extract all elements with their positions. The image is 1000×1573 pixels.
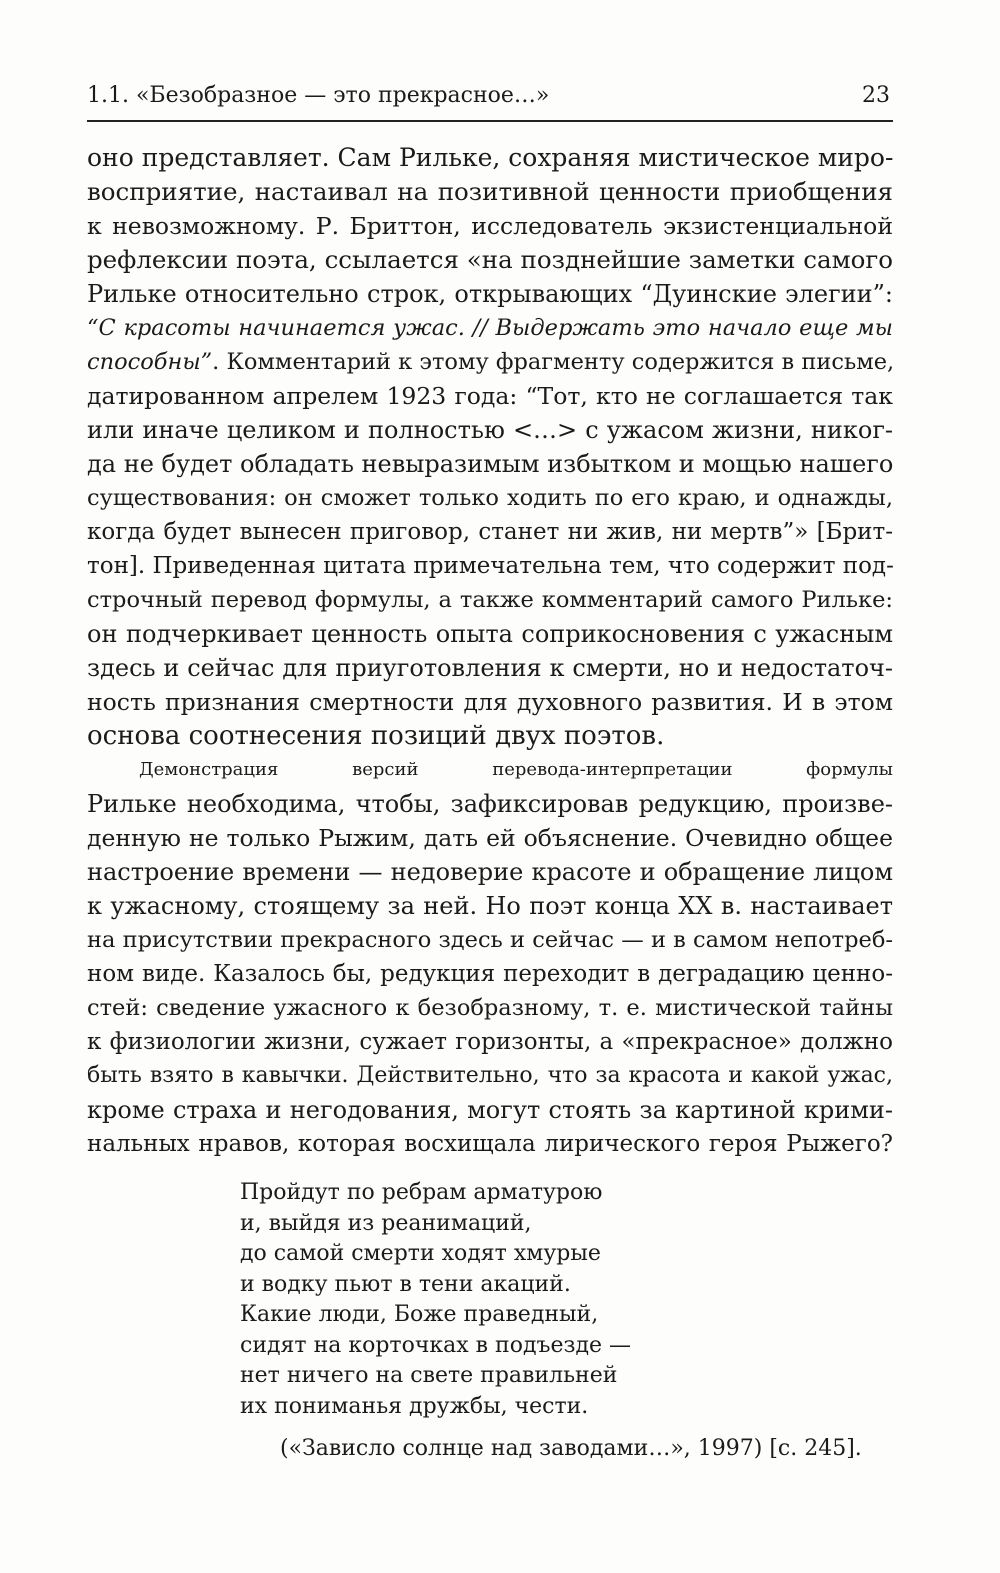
text-line: кроме страха и негодования, могут стоять за картиной крими- [87, 1096, 893, 1124]
text-line [87, 345, 893, 379]
text-line: когда будет вынесен приговор, станет ни жив, ни мертв”» [Брит- [87, 519, 893, 545]
text-line: оно представляет. Сам Рильке, сохраняя мистическое миро- [87, 143, 894, 172]
page-number: 23 [862, 83, 890, 108]
text-line: строчный перевод формулы, а также комментарий самого Рильке: [87, 587, 893, 613]
text-line: здесь и сейчас для приуготовления к смерти, но и недостаточ- [87, 654, 893, 682]
text-line: или иначе целиком и полностью <…> с ужасом жизни, никог- [87, 416, 893, 444]
text-line: ном виде. Казалось бы, редукция переходит в деградацию ценно- [87, 961, 893, 987]
text-line: Рильке необходима, чтобы, зафиксировав редукцию, произве- [87, 790, 893, 818]
text-line: к физиологии жизни, сужает горизонты, а «прекрасное» должно [87, 1029, 893, 1055]
paragraph-1 [87, 141, 893, 753]
text-line: настроение времени — недоверие красоте и обращение лицом [87, 858, 893, 886]
text-line: на присутствии прекрасного здесь и сейчас — и в самом непотреб- [87, 927, 893, 953]
poem-line: и, выйдя из реанимаций, [240, 1210, 532, 1236]
text-line: тон]. Приведенная цитата примечательна тем, что содержит под- [87, 553, 894, 579]
poem-line: Пройдут по ребрам арматурою [240, 1180, 603, 1205]
text-line: стей: сведение ужасного к безобразному, т. е. мистической тайны [87, 995, 893, 1021]
text-line: существования: он сможет только ходить по его краю, и однажды, [87, 485, 893, 511]
poem-line: их пониманья дружбы, чести. [240, 1393, 589, 1419]
text-line: рефлексии поэта, ссылается «на позднейшие заметки самого [87, 245, 893, 274]
chapter-title: 1.1. «Безобразное — это прекрасное…» [87, 83, 550, 108]
text-line: к ужасному, стоящему за ней. Но поэт конца XX в. настаивает [87, 892, 893, 920]
poem-line: Какие люди, Боже праведный, [240, 1302, 599, 1327]
poem-line: и водку пьют в тени акаций. [240, 1271, 571, 1297]
italic-quote-fragment: способны” [87, 349, 213, 375]
text-fragment: . Комментарий к этому фрагменту содержится в письме, [212, 349, 895, 375]
text-line: к невозможному. Р. Бриттон, исследователь экзистенциальной [87, 212, 893, 240]
text-line: нальных нравов, которая восхищала лирического героя Рыжего? [87, 1131, 893, 1157]
text-line: денную не только Рыжим, дать ей объяснение. Очевидно общее [87, 824, 893, 852]
poem-line: нет ничего на свете правильней [240, 1363, 618, 1388]
main-text [87, 141, 893, 1161]
text-line: быть взято в кавычки. Действительно, что за красота и какой ужас, [87, 1063, 893, 1088]
poem-quote [240, 1178, 760, 1422]
paragraph-2 [87, 753, 893, 1161]
text-line: да не будет обладать невыразимым избытком и мощью нашего [87, 450, 894, 478]
text-line: Рильке относительно строк, открывающих “Дуинские элегии”: [87, 280, 893, 308]
header-rule [87, 120, 893, 122]
poem-citation: («Зависло солнце над заводами…», 1997) [с. 245]. [280, 1436, 862, 1461]
text-line: восприятие, настаивал на позитивной ценности приобщения [87, 177, 893, 206]
running-header [87, 78, 893, 114]
text-line: датированном апрелем 1923 года: “Тот, кто не соглашается так [87, 382, 893, 410]
poem-line: до самой смерти ходят хмурые [240, 1241, 601, 1266]
text-line: он подчеркивает ценность опыта соприкосновения с ужасным [87, 620, 893, 648]
text-line: Демонстрация версий перевода-интерпретации формулы [139, 759, 893, 780]
text-line: ность признания смертности для духовного развития. И в этом [87, 688, 893, 716]
text-line: основа соотнесения позиций двух поэтов. [87, 721, 665, 751]
poem-line: сидят на корточках в подъезде — [240, 1332, 632, 1358]
italic-quote-line: “С красоты начинается ужас. // Выдержать это начало еще мы [87, 315, 893, 341]
